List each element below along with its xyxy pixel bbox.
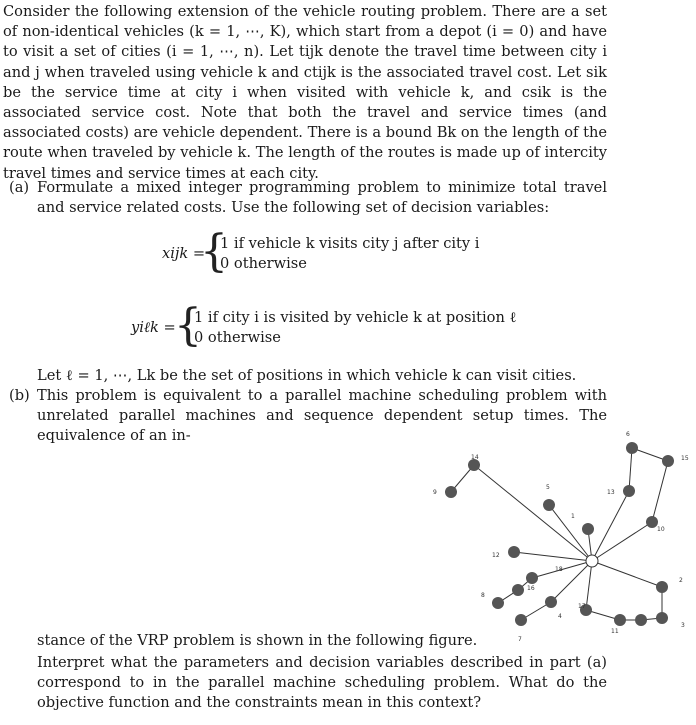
- node-4: [545, 596, 557, 608]
- x-case-2: 0 otherwise: [220, 255, 307, 272]
- node-6: [626, 442, 638, 454]
- label-8: 8: [481, 592, 485, 599]
- node-11: [635, 614, 647, 626]
- positions-text: Let ℓ = 1, ⋯, Lk be the set of positions in which vehicle k can visit cities.: [37, 367, 577, 384]
- part-b-label: (b): [9, 387, 30, 404]
- x-case-1: 1 if vehicle k visits city j after city i: [220, 235, 480, 252]
- label-12: 12: [492, 552, 500, 559]
- part-a-label: (a): [9, 179, 30, 196]
- node-18: [526, 572, 538, 584]
- node-7: [515, 614, 527, 626]
- label-4: 4: [558, 613, 562, 620]
- label-13: 13: [607, 489, 615, 496]
- part-b-text-bottom: [37, 653, 607, 717]
- node-13: [623, 485, 635, 497]
- y-definition: [0, 300, 600, 354]
- node-17b: [614, 614, 626, 626]
- node-1: [582, 523, 594, 535]
- vrp-figure: [433, 420, 696, 650]
- label-6: 6: [626, 431, 630, 438]
- label-14: 14: [471, 454, 479, 461]
- x-brace: {: [200, 226, 228, 277]
- node-8: [492, 597, 504, 609]
- node-15: [662, 455, 674, 467]
- x-variable: xijk =: [162, 245, 206, 262]
- y-case-1: 1 if city i is visited by vehicle k at position ℓ: [194, 309, 517, 326]
- depot-node: [586, 555, 598, 567]
- label-15: 15: [681, 455, 689, 462]
- label-9: 9: [433, 489, 437, 496]
- label-2: 2: [679, 577, 683, 584]
- label-18: 18: [555, 566, 563, 573]
- part-a: [9, 178, 607, 222]
- node-16: [512, 584, 524, 596]
- node-9: [445, 486, 457, 498]
- label-7: 7: [518, 636, 522, 643]
- label-5: 5: [546, 484, 550, 491]
- y-case-2: 0 otherwise: [194, 329, 281, 346]
- node-12: [508, 546, 520, 558]
- part-b-question: Interpret what the parameters and decision variables described in part (a) correspond to in the parallel machine scheduling problem. What do the objective function and the constraints mean in this context?: [37, 654, 607, 712]
- x-definition: [0, 226, 600, 280]
- label-16: 16: [527, 585, 535, 592]
- part-b-text-top: This problem is equivalent to a parallel machine scheduling problem with unrelated parallel machines and sequence dependent setup times. The equivalence of an in-: [37, 387, 607, 445]
- label-3: 3: [681, 622, 685, 629]
- intro-paragraph: Consider the following extension of the vehicle routing problem. There are a set of non-identical vehicles (k = 1, ⋯, K), which start from a depot (i = 0) and have to visit a set of cities (i = 1, ⋯, n). Let tijk denote the travel time between city i and j when traveled using vehicle k and ctijk is the associated travel cost. Let sik be the service time at city i when visited with vehicle k, and csik is the associated service cost. Note that both the travel and service times (and associated costs) are vehicle dependent. There is a bound Bk on the length of the route when traveled by vehicle k. The length of the routes is made up of intercity travel times and service times at each city.: [3, 3, 607, 182]
- y-brace: {: [174, 300, 202, 351]
- label-17: 17: [578, 603, 586, 610]
- label-1: 1: [571, 513, 575, 520]
- part-b-text-figure-line: stance of the VRP problem is shown in the following figure.: [37, 632, 478, 649]
- y-variable: yiℓk =: [131, 319, 176, 336]
- node-3: [656, 612, 668, 624]
- part-a-text: Formulate a mixed integer programming problem to minimize total travel and service related costs. Use the following set of decision variables:: [37, 179, 607, 217]
- label-11: 11: [611, 628, 619, 635]
- label-10: 10: [657, 526, 665, 533]
- node-2: [656, 581, 668, 593]
- node-5: [543, 499, 555, 511]
